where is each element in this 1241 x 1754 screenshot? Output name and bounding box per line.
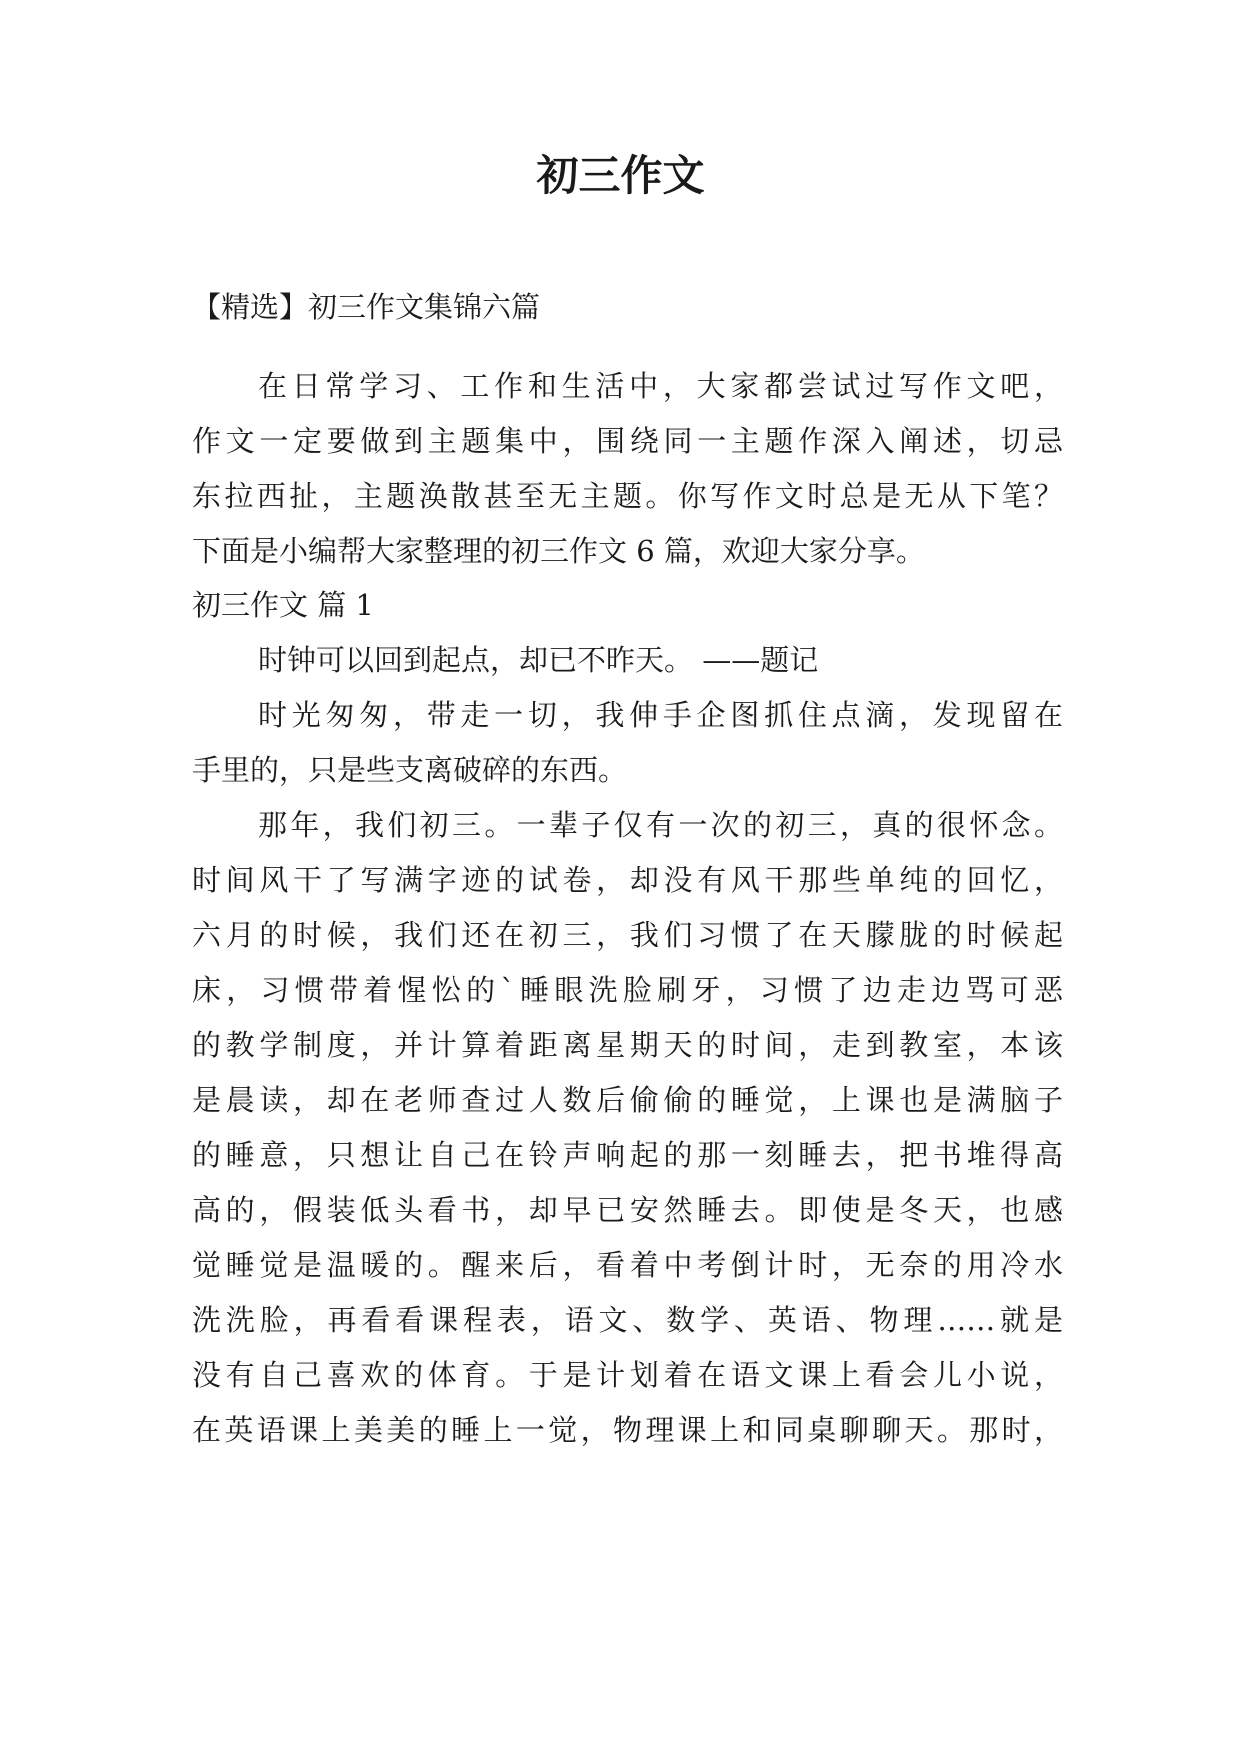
body-line: 洗洗脸，再看看课程表，语文、数学、英语、物理……就是 — [192, 1303, 1063, 1337]
body-line: 是晨读，却在老师查过人数后偷偷的睡觉，上课也是满脑子 — [192, 1083, 1063, 1117]
body-line: 在英语课上美美的睡上一觉，物理课上和同桌聊聊天。那时， — [192, 1413, 1063, 1447]
body-line: 的教学制度，并计算着距离星期天的时间，走到教室，本该 — [192, 1028, 1063, 1062]
body-line: 没有自己喜欢的体育。于是计划着在语文课上看会儿小说， — [192, 1358, 1063, 1392]
section-heading: 初三作文 篇 1 — [192, 588, 374, 622]
body-line: 床，习惯带着惺忪的`睡眼洗脸刷牙，习惯了边走边骂可恶 — [192, 973, 1063, 1007]
body-line: 那年，我们初三。一辈子仅有一次的初三，真的很怀念。 — [258, 808, 1063, 842]
page-title: 初三作文 — [536, 151, 705, 200]
body-line: 在日常学习、工作和生活中，大家都尝试过写作文吧， — [258, 369, 1063, 403]
document-subtitle: 【精选】初三作文集锦六篇 — [192, 290, 541, 324]
body-line: 高的，假装低头看书，却早已安然睡去。即使是冬天，也感 — [192, 1193, 1063, 1227]
body-line: 东拉西扯，主题涣散甚至无主题。你写作文时总是无从下笔？ — [192, 479, 1063, 513]
body-line: 六月的时候，我们还在初三，我们习惯了在天朦胧的时候起 — [192, 918, 1063, 952]
body-line: 手里的，只是些支离破碎的东西。 — [192, 753, 628, 787]
body-line: 作文一定要做到主题集中，围绕同一主题作深入阐述，切忌 — [192, 424, 1063, 458]
body-line: 下面是小编帮大家整理的初三作文 6 篇，欢迎大家分享。 — [192, 534, 925, 568]
body-line: 时光匆匆，带走一切，我伸手企图抓住点滴，发现留在 — [258, 698, 1063, 732]
body-line: 觉睡觉是温暖的。醒来后，看着中考倒计时，无奈的用冷水 — [192, 1248, 1063, 1282]
body-line: 时间风干了写满字迹的试卷，却没有风干那些单纯的回忆， — [192, 863, 1063, 897]
epigraph: 时钟可以回到起点，却已不昨天。 ——题记 — [258, 643, 819, 677]
body-line: 的睡意，只想让自己在铃声响起的那一刻睡去，把书堆得高 — [192, 1138, 1063, 1172]
